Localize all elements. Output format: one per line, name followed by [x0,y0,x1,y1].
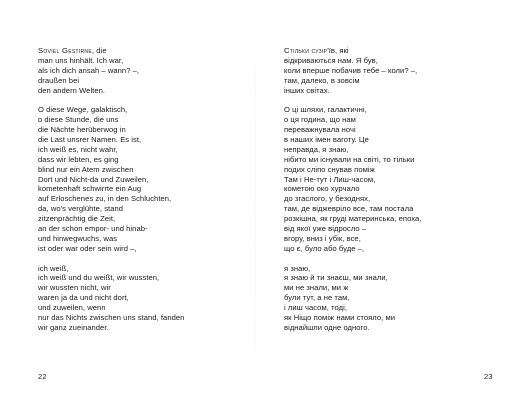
line-text: О ці шляхи, галактичні, [284,105,367,115]
line-text: відкриваються нам. Я був, [284,55,378,65]
poem-line [284,184,421,194]
line-text: подих сліпо снував поміж [284,164,375,174]
poem-line [284,86,421,96]
line-text: я знаю й ти знаєш, ми знали, [284,273,388,283]
line-text: die Nächte herüberwog in [38,125,126,135]
line-text: як Ніщо поміж нами стояло, ми [284,313,396,323]
line-text: коли вперше побачив тебе – коли? –, [284,65,418,75]
poem-line [38,105,184,115]
poem-line [284,224,421,234]
line-text: о ця година, що нам [284,115,356,125]
poem-line [38,303,184,313]
poem-line [284,76,421,86]
poem-line [284,155,421,165]
poem-line [38,86,184,96]
line-text: dass wir lebten, es ging [38,154,119,164]
poem-line [38,273,184,283]
stanza [38,46,184,95]
line-text: als ich dich ansah – wann? –, [38,65,140,75]
poem-line [284,264,421,274]
stanza [38,264,184,333]
line-text: O diese Wege, galaktisch, [38,105,128,115]
line-text: kometenhaft schwirrte ein Aug [38,184,142,194]
poem-line [38,204,184,214]
line-text: nur das Nichts zwischen uns stand, fanden [38,313,185,323]
poem-line [38,244,184,254]
line-text: до згаслого, у безоднях, [284,194,371,204]
line-text: нібито ми існували на світі, то тільки [284,154,415,164]
line-text: там, де віджевріло все, там постала [284,204,414,214]
stanza [284,105,421,253]
line-text: blind nur ein Atem zwischen [38,164,134,174]
poem-line [284,145,421,155]
line-text: переважнувала ночі [284,125,356,135]
poem-line [284,234,421,244]
poem-line [38,145,184,155]
line-text: , die [91,46,107,55]
line-text: 'їв, які [327,46,349,55]
poem-line [38,165,184,175]
page-number-left: 22 [38,372,47,381]
poem-line [284,165,421,175]
poem-line [38,293,184,303]
line-text: вгору, вниз і убік, все, [284,233,361,243]
poem-line [38,283,184,293]
poem-line [284,175,421,185]
line-text: і лиш часом, тоді, [284,303,347,313]
poem-line [38,194,184,204]
line-text: кометою око хурчало [284,184,360,194]
line-text: були тут, а не там, [284,293,350,303]
poem-line [284,244,421,254]
line-text: und hinwegwuchs, was [38,233,118,243]
stanza [284,264,421,333]
line-text: я знаю, [284,263,311,273]
poem-line [284,135,421,145]
poem-line [38,155,184,165]
line-text: an der schon empor- und hinab- [38,224,148,234]
line-text: und zuweilen, wenn [38,303,106,313]
line-text: die Last unsrer Namen. Es ist, [38,135,142,145]
poem-line [38,264,184,274]
poem-line [38,214,184,224]
poem-line [38,184,184,194]
line-text: неправда, я знаю, [284,144,349,154]
line-text: що є, було або буде –, [284,243,365,253]
poem-line [38,46,184,56]
line-text: zitzenprächtig die Zeit, [38,214,116,224]
poem-line [38,135,184,145]
stanza [284,46,421,95]
opening-small-caps: Soviel Gestirne [38,46,92,55]
line-text: від якої уже відросло – [284,224,367,234]
line-text: в наших імен ваготу. Це [284,135,369,145]
poem-line [38,313,184,323]
poem-line [284,273,421,283]
line-text: auf Erloschenes zu, in den Schluchten, [38,194,172,204]
poem-line [38,323,184,333]
line-text: Dort und Nicht-da und Zuweilen, [38,174,149,184]
line-text: ist oder war oder sein wird –, [38,243,137,253]
poem-line [284,46,421,56]
poem-line [38,66,184,76]
line-text: ich weiß und du weißt, wir wussten, [38,273,160,283]
line-text: розкішна, як груді материнська, епоха, [284,214,422,224]
line-text: Там і Не-тут і Лиш-часом, [284,174,376,184]
poem-line [284,313,421,323]
line-text: там, далеко, в зовсім [284,75,360,85]
ukrainian-poem [284,46,421,343]
poem-line [284,125,421,135]
line-text: waren ja da und nicht dort, [38,293,129,303]
line-text: o diese Stunde, die uns [38,115,119,125]
opening-small-caps: Стільки сузір [284,46,328,55]
line-text: інших світах. [284,85,330,95]
right-page [256,0,512,413]
stanza [38,105,184,253]
line-text: wir ganz zueinander. [38,322,109,332]
german-poem [38,46,184,343]
poem-line [284,293,421,303]
line-text: da, wo's verglühte, stand [38,204,124,214]
line-text: man uns hinhält. Ich war, [38,55,124,65]
poem-line [284,323,421,333]
line-text: ми не знали, ми ж [284,283,349,293]
poem-line [38,234,184,244]
poem-line [284,56,421,66]
poem-line [284,303,421,313]
line-text: ich weiß es, nicht wahr, [38,144,118,154]
line-text: віднайшли одне одного. [284,322,370,332]
poem-line [284,194,421,204]
poem-line [284,66,421,76]
page-number-right: 23 [484,372,493,381]
line-text: wir wussten nicht, wir [38,283,111,293]
poem-line [38,175,184,185]
poem-line [284,283,421,293]
line-text: draußen bei [38,75,80,85]
poem-line [38,76,184,86]
poem-line [38,115,184,125]
poem-line [284,105,421,115]
line-text: den andern Welten. [38,85,106,95]
line-text: ich weiß, [38,263,69,273]
poem-line [38,56,184,66]
poem-line [38,125,184,135]
poem-line [284,214,421,224]
poem-line [38,224,184,234]
poem-line [284,115,421,125]
poem-line [284,204,421,214]
